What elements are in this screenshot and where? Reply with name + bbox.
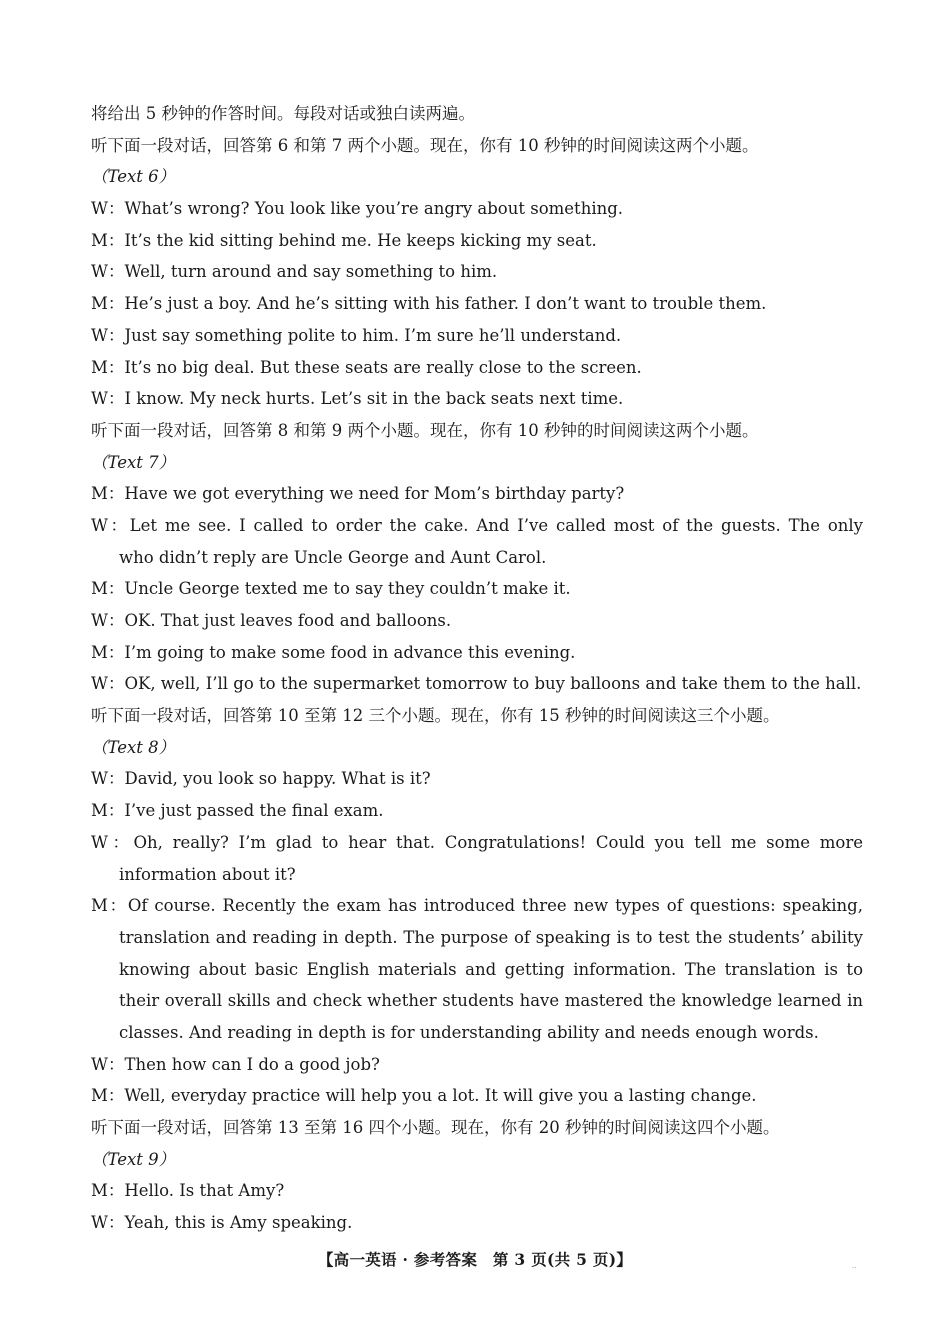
dialogue-line: W：Just say something polite to him. I’m sure he’ll understand. — [91, 325, 622, 345]
dialogue-line: W：OK. That just leaves food and balloons. — [91, 611, 452, 630]
text-label: （Text 8） — [91, 737, 176, 757]
text-label: （Text 6） — [91, 167, 176, 187]
dialogue-continuation: classes. And reading in depth is for understanding ability and needs enough words. — [119, 1022, 819, 1042]
text-label: （Text 9） — [91, 1149, 176, 1169]
instruction-line: 听下面一段对话，回答第 8 和第 9 两个小题。现在，你有 10 秒钟的时间阅读这两个小题。 — [91, 420, 759, 440]
instruction-line: 将给出 5 秒钟的作答时间。每段对话或独白读两遍。 — [91, 104, 475, 123]
corner-mark: ·· — [852, 1264, 857, 1272]
dialogue-line: M：Hello. Is that Amy? — [91, 1181, 285, 1201]
page-footer: 【高一英语 · 参考答案 第 3 页(共 5 页)】 — [317, 1250, 633, 1269]
dialogue-line: W：OK, well, I’ll go to the supermarket tomorrow to buy balloons and take them to the hall. — [91, 674, 862, 694]
instruction-line: 听下面一段对话，回答第 6 和第 7 两个小题。现在，你有 10 秒钟的时间阅读这两个小题。 — [91, 135, 759, 155]
dialogue-continuation: their overall skills and check whether students have mastered the knowledge learned in — [119, 991, 863, 1011]
dialogue-line: M：It’s no big deal. But these seats are really close to the screen. — [91, 357, 642, 377]
dialogue-line: M：Of course. Recently the exam has introduced three new types of questions: speaking, — [91, 896, 863, 916]
dialogue-line: W：Oh, really? I’m glad to hear that. Congratulations! Could you tell me some more — [91, 832, 863, 852]
dialogue-line: M：Have we got everything we need for Mom’s birthday party? — [91, 484, 625, 504]
dialogue-line: M：It’s the kid sitting behind me. He keeps kicking my seat. — [91, 230, 597, 250]
dialogue-line: W：Well, turn around and say something to him. — [91, 262, 498, 282]
dialogue-line: W：What’s wrong? You look like you’re angry about something. — [91, 199, 624, 219]
dialogue-continuation: who didn’t reply are Uncle George and Aunt Carol. — [119, 547, 547, 567]
dialogue-line: M：I’ve just passed the final exam. — [91, 801, 384, 821]
dialogue-continuation: knowing about basic English materials and getting information. The translation is to — [119, 959, 863, 979]
instruction-line: 听下面一段对话，回答第 13 至第 16 四个小题。现在，你有 20 秒钟的时间阅读这四个小题。 — [91, 1118, 780, 1137]
transcript-body — [91, 98, 863, 1239]
text-label: （Text 7） — [91, 452, 176, 472]
dialogue-line: W：Then how can I do a good job? — [91, 1054, 380, 1074]
dialogue-line: M：Uncle George texted me to say they couldn’t make it. — [91, 579, 571, 599]
dialogue-line: M：He’s just a boy. And he’s sitting with his father. I don’t want to trouble them. — [91, 294, 767, 314]
dialogue-line: M：I’m going to make some food in advance this evening. — [91, 642, 576, 662]
dialogue-continuation: translation and reading in depth. The purpose of speaking is to test the students’ ability — [119, 927, 863, 947]
dialogue-line: W：Yeah, this is Amy speaking. — [91, 1213, 353, 1233]
dialogue-line: W：David, you look so happy. What is it? — [91, 769, 431, 789]
dialogue-continuation: information about it? — [119, 864, 296, 884]
dialogue-line: M：Well, everyday practice will help you a lot. It will give you a lasting change. — [91, 1086, 757, 1106]
dialogue-line: W：I know. My neck hurts. Let’s sit in the back seats next time. — [91, 389, 624, 409]
instruction-line: 听下面一段对话，回答第 10 至第 12 三个小题。现在，你有 15 秒钟的时间阅读这三个小题。 — [91, 706, 780, 726]
dialogue-line: W：Let me see. I called to order the cake. And I’ve called most of the guests. The only — [91, 515, 863, 535]
